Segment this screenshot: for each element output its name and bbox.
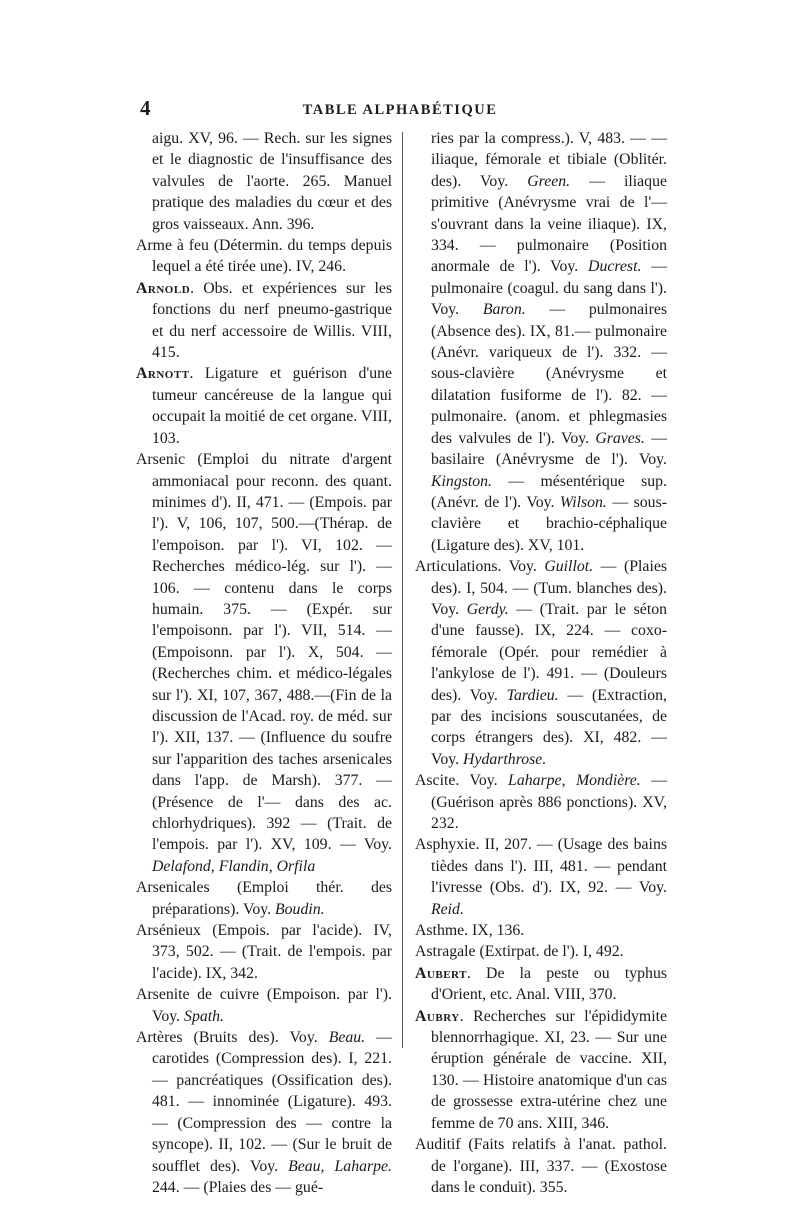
entry-text: . De la peste ou typhus d'Orient, etc. Anal. VIII, 370. xyxy=(431,964,667,1004)
entry-text: . Obs. et expériences sur les fonctions du nerf pneumo-gastrique et du nerf accessoire de Willis. VIII, 415. xyxy=(152,279,392,362)
index-entry xyxy=(415,941,667,962)
entry-text: — basilaire (Anévrysme de l'). Voy. xyxy=(431,429,667,469)
index-entry xyxy=(415,1134,667,1198)
index-entry xyxy=(136,877,392,920)
entry-text: Artères (Bruits des). Voy. xyxy=(136,1029,329,1047)
cross-reference: Kingston. xyxy=(431,472,493,490)
index-entry xyxy=(415,556,667,770)
entry-text: — (Plaies des). I, 504. — (Tum. blanches des). Voy. xyxy=(431,558,667,618)
entry-text: . Recherches sur l'épididymite blennorrhagique. XI, 23. — Sur une éruption générale de vaccine. XII, 130. — Histoire anatomique d'un cas de grossesse extra-utérine chez une femme de 70 ans. XIII, 346. xyxy=(431,1007,667,1132)
index-entry xyxy=(415,834,667,920)
cross-reference: Delafond, Flandin, Orfila xyxy=(152,857,316,875)
cross-reference: Ducrest. xyxy=(588,258,642,276)
entry-text: — (Extraction, par des incisions souscutanées, de corps étrangers des). XI, 482. — Voy. xyxy=(431,686,667,768)
entry-text: Asthme. IX, 136. xyxy=(415,922,525,940)
author-name: Aubry xyxy=(415,1007,460,1025)
running-head xyxy=(140,96,660,124)
index-entry xyxy=(415,920,667,941)
author-name: Aubert xyxy=(415,964,467,982)
entry-text: Auditif (Faits relatifs à l'anat. pathol. de l'organe). III, 337. — (Exostose dans le conduit). 355. xyxy=(415,1136,667,1196)
index-entry xyxy=(136,235,392,278)
entry-text: Arme à feu (Détermin. du temps depuis lequel a été tirée une). IV, 246. xyxy=(136,237,392,276)
cross-reference: Graves. xyxy=(595,429,645,447)
index-column-left xyxy=(136,128,392,1198)
index-entry xyxy=(415,963,667,1006)
author-name: Arnott xyxy=(136,365,190,383)
entry-text: — iliaque primitive (Anévrysme vrai de l'— s'ouvrant dans la veine iliaque). IX, 334. — pulmonaire (Position anormale de l'). Voy. xyxy=(431,172,667,276)
index-entry xyxy=(136,128,392,235)
cross-reference: Beau. xyxy=(328,1029,366,1047)
entry-text: aigu. XV, 96. — Rech. sur les signes et le diagnostic de l'insuffisance des valvules de l'aorte. 265. Manuel pratique des maladies du cœur et des gros vaisseaux. Ann. 396. xyxy=(152,130,392,233)
index-entry xyxy=(136,984,392,1027)
entry-text: Articulations. Voy. xyxy=(415,558,545,576)
entry-text: — pulmonaire (coagul. du sang dans l'). Voy. xyxy=(431,258,667,319)
column-divider xyxy=(402,132,403,1048)
index-entry xyxy=(136,449,392,877)
cross-reference: Laharpe, Mondière. xyxy=(508,772,641,790)
index-entry xyxy=(415,1006,667,1134)
entry-text: Arsénieux (Empois. par l'acide). IV, 373, 502. — (Trait. de l'empois. par l'acide). IX, 342. xyxy=(136,922,392,982)
index-entry xyxy=(415,770,667,834)
cross-reference: Gerdy. xyxy=(466,600,509,618)
entry-text: Arsenicales (Emploi thér. des préparations). Voy. xyxy=(136,879,392,918)
entry-text: — carotides (Compression des). I, 221. — pancréatiques (Ossification des). 481. — innominée (Ligature). 493. — (Compression des — contre la syncope). II, 102. — (Sur le bruit de soufflet des). Voy. xyxy=(152,1029,392,1175)
cross-reference: Spath. xyxy=(184,1007,224,1025)
cross-reference: Reid. xyxy=(431,900,464,918)
entry-text: — pulmonaires (Absence des). IX, 81.— pulmonaire (Anévr. variqueux de l'). 332. — sous-clavière (Anévrysme et dilatation fusiforme de l'). 82. — pulmonaire. (anom. et phlegmasies des valvules de l'). Voy. xyxy=(431,301,667,447)
cross-reference: Tardieu. xyxy=(506,686,559,704)
index-entry xyxy=(415,128,667,556)
cross-reference: Guillot. xyxy=(544,558,594,576)
index-entry xyxy=(136,278,392,364)
index-entry xyxy=(136,1027,392,1198)
cross-reference: Hydarthrose. xyxy=(463,750,547,768)
cross-reference: Boudin. xyxy=(275,900,325,918)
entry-text: — (Guérison après 886 ponctions). XV, 232. xyxy=(431,772,667,832)
cross-reference: Wilson. xyxy=(559,493,607,511)
entry-text: Asphyxie. II, 207. — (Usage des bains tièdes dans l'). III, 481. — pendant l'ivresse (Obs. d'). IX, 92. — Voy. xyxy=(415,836,667,897)
entry-text: 244. — (Plaies des — gué- xyxy=(152,1178,324,1196)
cross-reference: Beau, Laharpe. xyxy=(288,1157,393,1175)
index-entry xyxy=(136,363,392,449)
entry-text: — (Trait. par le séton d'une fausse). IX, 224. — coxo-fémorale (Opér. pour remédier à l'ankylose de l'). 491. — (Douleurs des). Voy. xyxy=(431,600,668,704)
index-column-right xyxy=(415,128,667,1198)
entry-text: Arsenic (Emploi du nitrate d'argent ammoniacal pour reconn. des quant. minimes d'). II, 471. — (Empois. par l'). V, 106, 107, 500.—(Thérap. de l'empoison. par l'). VI, 102. — Recherches médico-lég. sur l'). — 106. — contenu dans le corps humain. 375. — (Expér. sur l'empoisonn. par l'). VII, 514. — (Empoisonn. par l'). X, 504. — (Recherches chim. et médico-légales sur l'). XI, 107, 367, 488.—(Fin de la discussion de l'Acad. roy. de méd. sur l'). XII, 137. — (Influence du soufre sur l'apparition des taches arsenicales dans l'app. de Marsh). 377. — (Présence de l'— dans des ac. chlorhydriques). 392 — (Trait. de l'empois. par l'). XV, 109. — Voy. xyxy=(136,451,392,854)
entry-text: . Ligature et guérison d'une tumeur cancéreuse de la langue qui occupait la moitié de cet organe. VIII, 103. xyxy=(152,365,392,447)
index-entry xyxy=(136,920,392,984)
page-number: 4 xyxy=(140,96,151,120)
entry-text: — mésentérique sup. (Anévr. de l'). Voy. xyxy=(431,472,667,511)
cross-reference: Baron. xyxy=(482,301,526,319)
entry-text: Arsenite de cuivre (Empoison. par l'). Voy. xyxy=(136,986,392,1025)
entry-text: Astragale (Extirpat. de l'). I, 492. xyxy=(415,943,624,961)
entry-text: — sous-clavière et brachio-céphalique (Ligature des). XV, 101. xyxy=(431,493,667,554)
cross-reference: Green. xyxy=(527,172,571,190)
author-name: Arnold xyxy=(136,279,191,297)
entry-text: Ascite. Voy. xyxy=(415,772,509,790)
entry-text: ries par la compress.). V, 483. — — iliaque, fémorale et tibiale (Oblitér. des). Voy. xyxy=(431,130,667,190)
page-title: TABLE ALPHABÉTIQUE xyxy=(302,102,498,118)
